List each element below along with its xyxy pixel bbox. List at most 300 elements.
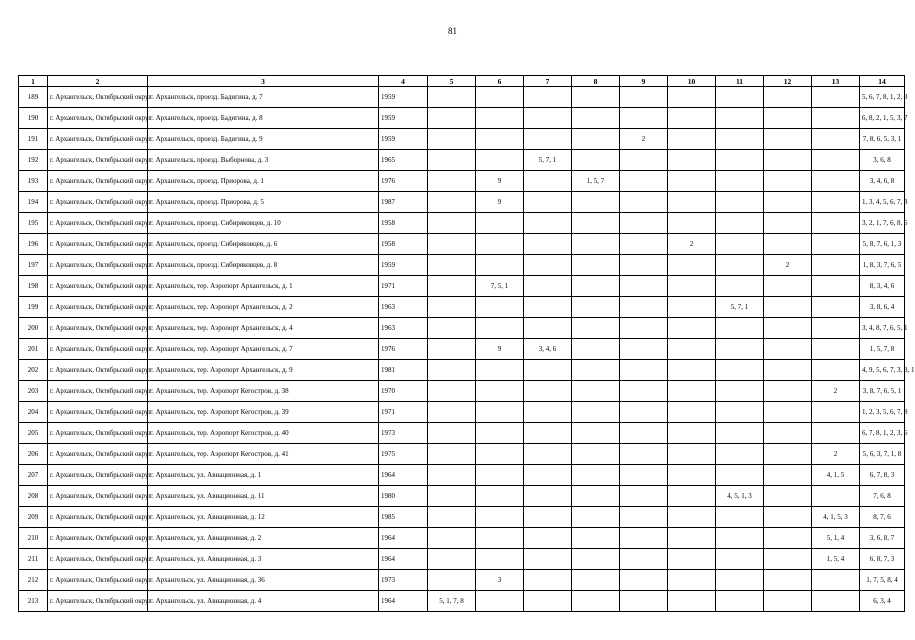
col-10-cell bbox=[668, 381, 716, 402]
row-number-cell: 198 bbox=[19, 276, 48, 297]
col-8-cell bbox=[572, 297, 620, 318]
column-header-9: 9 bbox=[620, 76, 668, 87]
table-row bbox=[19, 213, 905, 234]
col-11-cell: 5, 7, 1 bbox=[716, 297, 764, 318]
year-cell: 1965 bbox=[379, 150, 428, 171]
column-header-11: 11 bbox=[716, 76, 764, 87]
col-11-cell bbox=[716, 339, 764, 360]
col-11-cell bbox=[716, 507, 764, 528]
col-9-cell bbox=[620, 87, 668, 108]
col-14-cell: 3, 2, 1, 7, 6, 8, 5 bbox=[860, 213, 905, 234]
col-12-cell bbox=[764, 444, 812, 465]
col-7-cell bbox=[524, 213, 572, 234]
col-7-cell bbox=[524, 570, 572, 591]
col-7-cell bbox=[524, 297, 572, 318]
col-8-cell bbox=[572, 423, 620, 444]
row-number-cell: 195 bbox=[19, 213, 48, 234]
address-cell: г. Архангельск, ул. Авиационная, д. 3 bbox=[148, 549, 379, 570]
col-10-cell bbox=[668, 360, 716, 381]
address-cell: г. Архангельск, проезд. Приорова, д. 1 bbox=[148, 171, 379, 192]
col-8-cell bbox=[572, 591, 620, 612]
address-cell: г. Архангельск, тер. Аэропорт Кегостров, д. 40 bbox=[148, 423, 379, 444]
col-10-cell bbox=[668, 255, 716, 276]
col-6-cell bbox=[476, 528, 524, 549]
col-11-cell bbox=[716, 402, 764, 423]
district-cell: г. Архангельск, Октябрьский округ bbox=[48, 297, 148, 318]
year-cell: 1975 bbox=[379, 444, 428, 465]
col-12-cell bbox=[764, 297, 812, 318]
address-cell: г. Архангельск, проезд. Бадигина, д. 7 bbox=[148, 87, 379, 108]
col-5-cell bbox=[428, 507, 476, 528]
col-11-cell bbox=[716, 129, 764, 150]
col-8-cell bbox=[572, 150, 620, 171]
col-11-cell bbox=[716, 255, 764, 276]
col-14-cell: 5, 8, 7, 6, 1, 3 bbox=[860, 234, 905, 255]
col-7-cell bbox=[524, 108, 572, 129]
col-14-cell: 1, 8, 3, 7, 6, 5 bbox=[860, 255, 905, 276]
address-cell: г. Архангельск, тер. Аэропорт Архангельск, д. 4 bbox=[148, 318, 379, 339]
table-row bbox=[19, 507, 905, 528]
col-10-cell bbox=[668, 213, 716, 234]
col-12-cell bbox=[764, 87, 812, 108]
col-14-cell: 8, 7, 6 bbox=[860, 507, 905, 528]
col-8-cell bbox=[572, 381, 620, 402]
col-10-cell bbox=[668, 150, 716, 171]
col-11-cell bbox=[716, 192, 764, 213]
col-8-cell bbox=[572, 339, 620, 360]
col-12-cell bbox=[764, 591, 812, 612]
col-12-cell bbox=[764, 192, 812, 213]
col-14-cell: 3, 4, 8, 7, 6, 5, 1 bbox=[860, 318, 905, 339]
table-row bbox=[19, 570, 905, 591]
year-cell: 1964 bbox=[379, 465, 428, 486]
district-cell: г. Архангельск, Октябрьский округ bbox=[48, 528, 148, 549]
col-10-cell bbox=[668, 528, 716, 549]
year-cell: 1973 bbox=[379, 570, 428, 591]
col-14-cell: 6, 7, 8, 3 bbox=[860, 465, 905, 486]
col-12-cell bbox=[764, 402, 812, 423]
row-number-cell: 201 bbox=[19, 339, 48, 360]
col-7-cell bbox=[524, 318, 572, 339]
col-9-cell bbox=[620, 108, 668, 129]
col-5-cell bbox=[428, 213, 476, 234]
col-10-cell bbox=[668, 591, 716, 612]
address-cell: г. Архангельск, ул. Авиационная, д. 2 bbox=[148, 528, 379, 549]
col-5-cell bbox=[428, 381, 476, 402]
year-cell: 1985 bbox=[379, 507, 428, 528]
column-header-3: 3 bbox=[148, 76, 379, 87]
column-header-12: 12 bbox=[764, 76, 812, 87]
col-5-cell bbox=[428, 318, 476, 339]
col-9-cell bbox=[620, 549, 668, 570]
col-14-cell: 3, 4, 6, 8 bbox=[860, 171, 905, 192]
col-13-cell bbox=[812, 234, 860, 255]
year-cell: 1963 bbox=[379, 297, 428, 318]
district-cell: г. Архангельск, Октябрьский округ bbox=[48, 192, 148, 213]
col-5-cell bbox=[428, 465, 476, 486]
col-13-cell: 4, 1, 5, 3 bbox=[812, 507, 860, 528]
col-8-cell bbox=[572, 255, 620, 276]
col-11-cell bbox=[716, 549, 764, 570]
col-11-cell bbox=[716, 570, 764, 591]
col-7-cell bbox=[524, 549, 572, 570]
col-11-cell bbox=[716, 171, 764, 192]
row-number-cell: 202 bbox=[19, 360, 48, 381]
col-7-cell bbox=[524, 234, 572, 255]
address-cell: г. Архангельск, тер. Аэропорт Кегостров, д. 41 bbox=[148, 444, 379, 465]
col-5-cell bbox=[428, 444, 476, 465]
table-row bbox=[19, 360, 905, 381]
district-cell: г. Архангельск, Октябрьский округ bbox=[48, 465, 148, 486]
col-7-cell bbox=[524, 360, 572, 381]
col-5-cell bbox=[428, 486, 476, 507]
district-cell: г. Архангельск, Октябрьский округ bbox=[48, 402, 148, 423]
col-13-cell bbox=[812, 423, 860, 444]
address-cell: г. Архангельск, проезд. Сибиряковцев, д. 6 bbox=[148, 234, 379, 255]
column-header-1: 1 bbox=[19, 76, 48, 87]
table-row bbox=[19, 402, 905, 423]
col-5-cell bbox=[428, 87, 476, 108]
col-14-cell: 8, 3, 4, 6 bbox=[860, 276, 905, 297]
table-row bbox=[19, 465, 905, 486]
col-5-cell: 5, 1, 7, 8 bbox=[428, 591, 476, 612]
row-number-cell: 203 bbox=[19, 381, 48, 402]
table-row bbox=[19, 171, 905, 192]
col-13-cell bbox=[812, 192, 860, 213]
col-7-cell bbox=[524, 276, 572, 297]
page-number: 81 bbox=[448, 26, 457, 36]
col-13-cell bbox=[812, 339, 860, 360]
year-cell: 1981 bbox=[379, 360, 428, 381]
row-number-cell: 193 bbox=[19, 171, 48, 192]
district-cell: г. Архангельск, Октябрьский округ bbox=[48, 549, 148, 570]
district-cell: г. Архангельск, Октябрьский округ bbox=[48, 360, 148, 381]
col-6-cell bbox=[476, 108, 524, 129]
col-8-cell bbox=[572, 549, 620, 570]
col-6-cell: 9 bbox=[476, 192, 524, 213]
col-9-cell bbox=[620, 381, 668, 402]
col-7-cell: 3, 4, 6 bbox=[524, 339, 572, 360]
col-10-cell bbox=[668, 339, 716, 360]
col-14-cell: 1, 3, 4, 5, 6, 7, 8 bbox=[860, 192, 905, 213]
col-6-cell bbox=[476, 465, 524, 486]
district-cell: г. Архангельск, Октябрьский округ bbox=[48, 507, 148, 528]
col-9-cell bbox=[620, 255, 668, 276]
col-12-cell bbox=[764, 171, 812, 192]
col-14-cell: 5, 6, 7, 8, 1, 2, 3 bbox=[860, 87, 905, 108]
year-cell: 1964 bbox=[379, 528, 428, 549]
column-header-5: 5 bbox=[428, 76, 476, 87]
col-10-cell bbox=[668, 297, 716, 318]
col-11-cell bbox=[716, 465, 764, 486]
col-6-cell bbox=[476, 402, 524, 423]
col-9-cell bbox=[620, 444, 668, 465]
district-cell: г. Архангельск, Октябрьский округ bbox=[48, 591, 148, 612]
col-7-cell bbox=[524, 129, 572, 150]
col-7-cell bbox=[524, 486, 572, 507]
col-14-cell: 3, 6, 8, 7 bbox=[860, 528, 905, 549]
col-6-cell bbox=[476, 87, 524, 108]
table-row bbox=[19, 444, 905, 465]
col-9-cell bbox=[620, 192, 668, 213]
row-number-cell: 197 bbox=[19, 255, 48, 276]
col-10-cell bbox=[668, 549, 716, 570]
col-11-cell bbox=[716, 87, 764, 108]
table-row bbox=[19, 381, 905, 402]
col-7-cell bbox=[524, 255, 572, 276]
col-12-cell bbox=[764, 528, 812, 549]
address-cell: г. Архангельск, тер. Аэропорт Кегостров, д. 38 bbox=[148, 381, 379, 402]
table-row bbox=[19, 339, 905, 360]
col-12-cell bbox=[764, 486, 812, 507]
table-row bbox=[19, 276, 905, 297]
col-13-cell: 4, 1, 5 bbox=[812, 465, 860, 486]
col-12-cell bbox=[764, 234, 812, 255]
col-12-cell bbox=[764, 318, 812, 339]
col-5-cell bbox=[428, 570, 476, 591]
col-13-cell: 1, 5, 4 bbox=[812, 549, 860, 570]
col-12-cell bbox=[764, 150, 812, 171]
address-cell: г. Архангельск, тер. Аэропорт Кегостров, д. 39 bbox=[148, 402, 379, 423]
col-6-cell bbox=[476, 381, 524, 402]
col-8-cell bbox=[572, 528, 620, 549]
row-number-cell: 212 bbox=[19, 570, 48, 591]
col-9-cell: 2 bbox=[620, 129, 668, 150]
col-8-cell bbox=[572, 129, 620, 150]
col-7-cell bbox=[524, 381, 572, 402]
col-14-cell: 3, 8, 6, 4 bbox=[860, 297, 905, 318]
col-14-cell: 6, 7, 8, 1, 2, 3, 5 bbox=[860, 423, 905, 444]
col-12-cell bbox=[764, 108, 812, 129]
col-9-cell bbox=[620, 234, 668, 255]
col-11-cell bbox=[716, 591, 764, 612]
col-13-cell bbox=[812, 171, 860, 192]
district-cell: г. Архангельск, Октябрьский округ bbox=[48, 444, 148, 465]
col-7-cell bbox=[524, 192, 572, 213]
col-9-cell bbox=[620, 528, 668, 549]
col-13-cell bbox=[812, 318, 860, 339]
col-6-cell bbox=[476, 297, 524, 318]
col-11-cell: 4, 5, 1, 3 bbox=[716, 486, 764, 507]
district-cell: г. Архангельск, Октябрьский округ bbox=[48, 276, 148, 297]
table-row bbox=[19, 318, 905, 339]
column-header-8: 8 bbox=[572, 76, 620, 87]
col-14-cell: 1, 7, 5, 8, 4 bbox=[860, 570, 905, 591]
year-cell: 1959 bbox=[379, 255, 428, 276]
district-cell: г. Архангельск, Октябрьский округ bbox=[48, 570, 148, 591]
address-cell: г. Архангельск, тер. Аэропорт Архангельск, д. 7 bbox=[148, 339, 379, 360]
address-cell: г. Архангельск, ул. Авиационная, д. 11 bbox=[148, 486, 379, 507]
col-11-cell bbox=[716, 423, 764, 444]
col-12-cell bbox=[764, 465, 812, 486]
row-number-cell: 190 bbox=[19, 108, 48, 129]
col-5-cell bbox=[428, 339, 476, 360]
address-cell: г. Архангельск, ул. Авиационная, д. 1 bbox=[148, 465, 379, 486]
table-row bbox=[19, 549, 905, 570]
table-row bbox=[19, 108, 905, 129]
col-7-cell bbox=[524, 171, 572, 192]
col-10-cell bbox=[668, 423, 716, 444]
district-cell: г. Архангельск, Октябрьский округ bbox=[48, 423, 148, 444]
col-5-cell bbox=[428, 150, 476, 171]
col-11-cell bbox=[716, 360, 764, 381]
col-10-cell bbox=[668, 444, 716, 465]
address-cell: г. Архангельск, проезд. Приорова, д. 5 bbox=[148, 192, 379, 213]
district-cell: г. Архангельск, Октябрьский округ bbox=[48, 150, 148, 171]
col-6-cell bbox=[476, 213, 524, 234]
col-9-cell bbox=[620, 150, 668, 171]
year-cell: 1971 bbox=[379, 276, 428, 297]
col-10-cell bbox=[668, 486, 716, 507]
col-5-cell bbox=[428, 360, 476, 381]
col-11-cell bbox=[716, 150, 764, 171]
address-cell: г. Архангельск, тер. Аэропорт Архангельск, д. 9 bbox=[148, 360, 379, 381]
col-13-cell bbox=[812, 486, 860, 507]
col-8-cell bbox=[572, 192, 620, 213]
col-6-cell bbox=[476, 360, 524, 381]
col-12-cell bbox=[764, 339, 812, 360]
column-header-7: 7 bbox=[524, 76, 572, 87]
col-10-cell bbox=[668, 108, 716, 129]
col-11-cell bbox=[716, 381, 764, 402]
col-10-cell bbox=[668, 507, 716, 528]
col-7-cell bbox=[524, 465, 572, 486]
col-13-cell bbox=[812, 297, 860, 318]
col-8-cell bbox=[572, 570, 620, 591]
table-row bbox=[19, 486, 905, 507]
col-10-cell bbox=[668, 192, 716, 213]
col-11-cell bbox=[716, 213, 764, 234]
col-10-cell bbox=[668, 318, 716, 339]
address-cell: г. Архангельск, тер. Аэропорт Архангельск, д. 2 bbox=[148, 297, 379, 318]
table-row bbox=[19, 150, 905, 171]
col-12-cell bbox=[764, 360, 812, 381]
col-11-cell bbox=[716, 444, 764, 465]
district-cell: г. Архангельск, Октябрьский округ bbox=[48, 486, 148, 507]
col-5-cell bbox=[428, 402, 476, 423]
col-12-cell bbox=[764, 213, 812, 234]
table-row bbox=[19, 255, 905, 276]
year-cell: 1959 bbox=[379, 87, 428, 108]
col-6-cell bbox=[476, 486, 524, 507]
col-9-cell bbox=[620, 402, 668, 423]
col-6-cell: 9 bbox=[476, 339, 524, 360]
col-14-cell: 3, 8, 7, 6, 5, 1 bbox=[860, 381, 905, 402]
col-5-cell bbox=[428, 423, 476, 444]
col-8-cell: 1, 5, 7 bbox=[572, 171, 620, 192]
col-6-cell bbox=[476, 255, 524, 276]
col-9-cell bbox=[620, 423, 668, 444]
col-13-cell bbox=[812, 87, 860, 108]
address-cell: г. Архангельск, проезд. Выборнова, д. 3 bbox=[148, 150, 379, 171]
col-11-cell bbox=[716, 108, 764, 129]
row-number-cell: 211 bbox=[19, 549, 48, 570]
row-number-cell: 210 bbox=[19, 528, 48, 549]
col-14-cell: 1, 2, 3, 5, 6, 7, 8 bbox=[860, 402, 905, 423]
col-9-cell bbox=[620, 591, 668, 612]
col-6-cell: 3 bbox=[476, 570, 524, 591]
year-cell: 1976 bbox=[379, 171, 428, 192]
year-cell: 1959 bbox=[379, 108, 428, 129]
address-cell: г. Архангельск, ул. Авиационная, д. 12 bbox=[148, 507, 379, 528]
col-9-cell bbox=[620, 339, 668, 360]
col-10-cell bbox=[668, 465, 716, 486]
col-13-cell bbox=[812, 360, 860, 381]
col-13-cell bbox=[812, 255, 860, 276]
col-10-cell bbox=[668, 129, 716, 150]
col-10-cell bbox=[668, 276, 716, 297]
col-7-cell bbox=[524, 528, 572, 549]
col-8-cell bbox=[572, 213, 620, 234]
address-cell: г. Архангельск, проезд. Сибиряковцев, д. 8 bbox=[148, 255, 379, 276]
col-8-cell bbox=[572, 465, 620, 486]
col-12-cell bbox=[764, 276, 812, 297]
col-5-cell bbox=[428, 297, 476, 318]
col-14-cell: 3, 6, 8 bbox=[860, 150, 905, 171]
col-6-cell bbox=[476, 318, 524, 339]
col-9-cell bbox=[620, 570, 668, 591]
col-6-cell: 7, 5, 1 bbox=[476, 276, 524, 297]
col-10-cell bbox=[668, 402, 716, 423]
row-number-cell: 208 bbox=[19, 486, 48, 507]
col-8-cell bbox=[572, 507, 620, 528]
col-5-cell bbox=[428, 255, 476, 276]
col-8-cell bbox=[572, 234, 620, 255]
district-cell: г. Архангельск, Октябрьский округ bbox=[48, 381, 148, 402]
col-5-cell bbox=[428, 171, 476, 192]
year-cell: 1958 bbox=[379, 213, 428, 234]
col-6-cell bbox=[476, 129, 524, 150]
row-number-cell: 204 bbox=[19, 402, 48, 423]
year-cell: 1970 bbox=[379, 381, 428, 402]
col-7-cell bbox=[524, 591, 572, 612]
col-7-cell bbox=[524, 87, 572, 108]
row-number-cell: 196 bbox=[19, 234, 48, 255]
column-header-6: 6 bbox=[476, 76, 524, 87]
col-13-cell bbox=[812, 150, 860, 171]
district-cell: г. Архангельск, Октябрьский округ bbox=[48, 171, 148, 192]
col-13-cell: 2 bbox=[812, 444, 860, 465]
col-9-cell bbox=[620, 465, 668, 486]
col-9-cell bbox=[620, 360, 668, 381]
col-7-cell bbox=[524, 402, 572, 423]
row-number-cell: 209 bbox=[19, 507, 48, 528]
row-number-cell: 206 bbox=[19, 444, 48, 465]
address-cell: г. Архангельск, проезд. Бадигина, д. 8 bbox=[148, 108, 379, 129]
row-number-cell: 192 bbox=[19, 150, 48, 171]
table-row bbox=[19, 297, 905, 318]
col-13-cell bbox=[812, 276, 860, 297]
col-8-cell bbox=[572, 318, 620, 339]
col-13-cell: 2 bbox=[812, 381, 860, 402]
col-5-cell bbox=[428, 276, 476, 297]
col-13-cell bbox=[812, 108, 860, 129]
col-9-cell bbox=[620, 297, 668, 318]
col-10-cell bbox=[668, 171, 716, 192]
col-9-cell bbox=[620, 276, 668, 297]
col-11-cell bbox=[716, 318, 764, 339]
column-header-13: 13 bbox=[812, 76, 860, 87]
col-10-cell bbox=[668, 570, 716, 591]
col-8-cell bbox=[572, 486, 620, 507]
col-13-cell bbox=[812, 402, 860, 423]
year-cell: 1964 bbox=[379, 591, 428, 612]
col-9-cell bbox=[620, 171, 668, 192]
year-cell: 1976 bbox=[379, 339, 428, 360]
col-8-cell bbox=[572, 360, 620, 381]
col-13-cell: 5, 1, 4 bbox=[812, 528, 860, 549]
table-row bbox=[19, 192, 905, 213]
